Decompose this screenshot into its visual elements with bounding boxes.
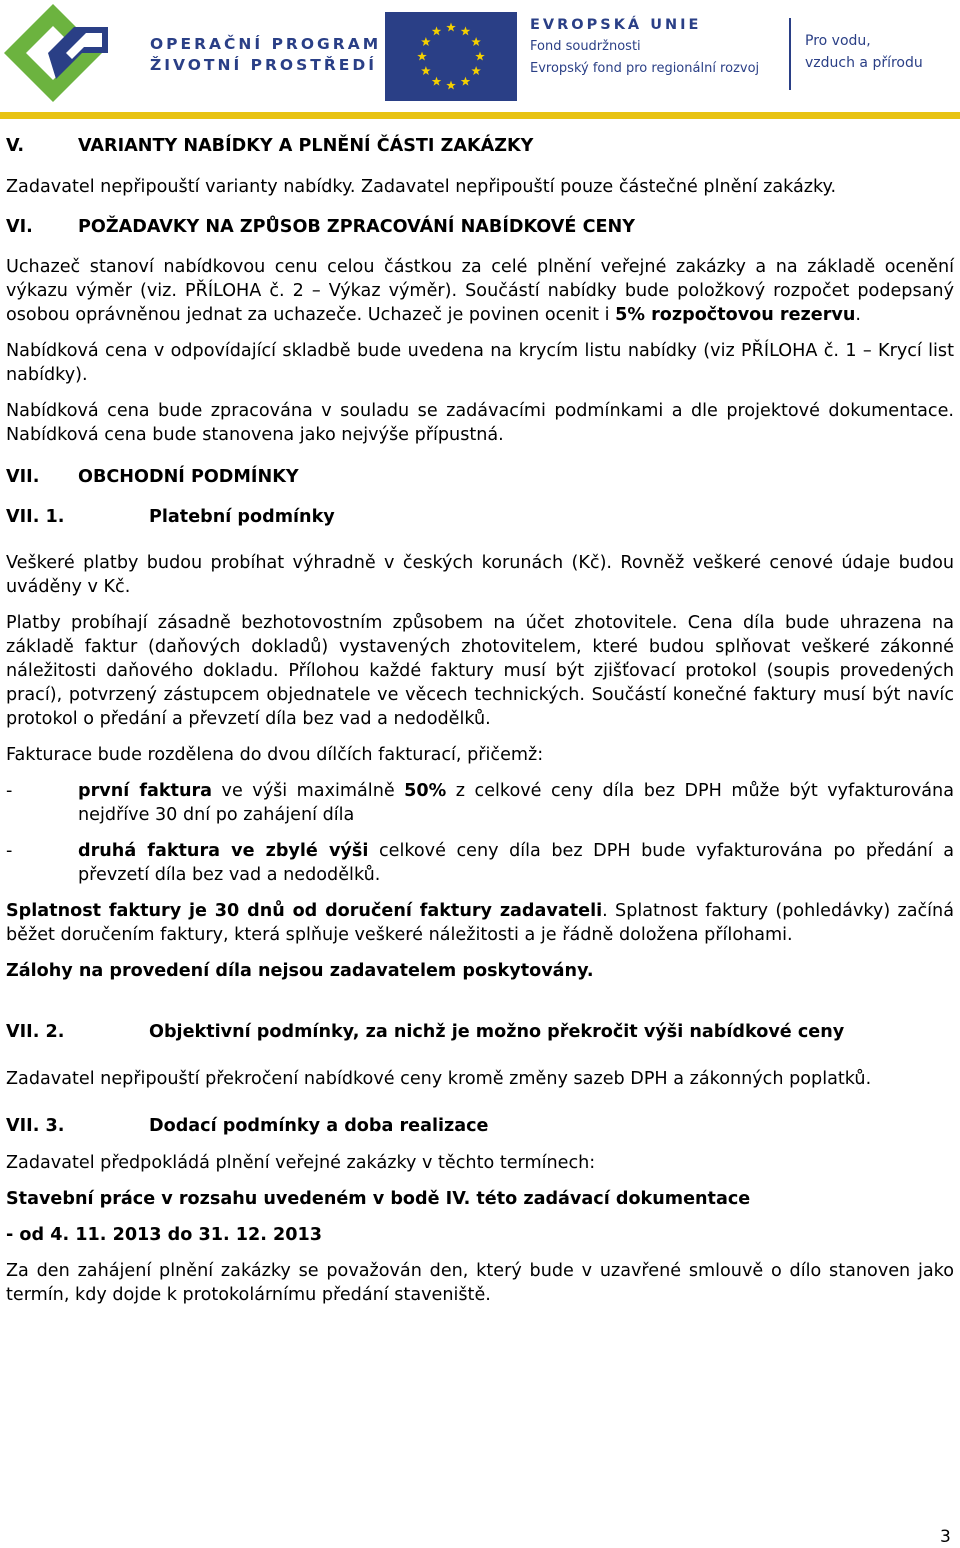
section-number: VII. [6, 467, 40, 487]
paragraph [6, 255, 954, 327]
paragraph: Zadavatel nepřipouští překročení nabídkové ceny kromě změny sazeb DPH a zákonných poplatků. [6, 1069, 872, 1089]
list-text [78, 779, 954, 827]
subsection-title: Objektivní podmínky, za nichž je možno překročit výši nabídkové ceny [149, 1022, 845, 1042]
section-number: V. [6, 136, 25, 156]
paragraph: Zadavatel nepřipouští varianty nabídky. Zadavatel nepřipouští pouze částečné plnění zakázky. [6, 177, 837, 197]
motto-line2: vzduch a přírodu [805, 55, 923, 71]
text-run-bold: druhá faktura ve zbylé výši [78, 841, 369, 861]
list-item [6, 779, 954, 827]
section-heading [6, 134, 954, 158]
list-text [78, 839, 954, 887]
section-heading [6, 215, 954, 239]
subsection-title: Platební podmínky [149, 507, 335, 527]
text-run: Součástí nabídky bude položkový rozpočet podepsaný osobou oprávněnou jednat za uchazeče. Uchazeč je povinen ocenit i [6, 281, 954, 325]
section-title: VARIANTY NABÍDKY A PLNĚNÍ ČÁSTI ZAKÁZKY [78, 136, 534, 156]
paragraph: Veškeré platby budou probíhat výhradně v českých korunách (Kč). Rovněž veškeré cenové údaje budou uváděny v Kč. [6, 553, 954, 597]
header-bar [0, 112, 960, 119]
paragraph: Nabídková cena bude zpracována v souladu se zadávacími podmínkami a dle projektové dokumentace. Nabídková cena bude stanovena jako nejvýše přípustná. [6, 401, 954, 445]
paragraph: - od 4. 11. 2013 do 31. 12. 2013 [6, 1225, 323, 1245]
document-body [6, 127, 954, 1307]
paragraph: Nabídková cena v odpovídající skladbě bude uvedena na krycím listu nabídky (viz PŘÍLOHA č. 1 – Krycí list nabídky). [6, 341, 954, 385]
eu-fund-2: Evropský fond pro regionální rozvoj [530, 61, 760, 76]
op-zp-logo-icon [4, 4, 128, 102]
paragraph: Zálohy na provedení díla nejsou zadavatelem poskytovány. [6, 961, 594, 981]
paragraph: Fakturace bude rozdělena do dvou dílčích fakturací, přičemž: [6, 745, 544, 765]
paragraph: Za den zahájení plnění zakázky se považován den, který bude v uzavřené smlouvě o dílo stanoven jako termín, kdy dojde k protokolárnímu předání staveniště. [6, 1261, 954, 1305]
paragraph: Stavební práce v rozsahu uvedeném v bodě IV. této zadávací dokumentace [6, 1189, 751, 1209]
text-run: . [855, 305, 861, 325]
subsection-number: VII. 2. [6, 1022, 65, 1042]
text-run: Uchazeč stanoví nabídkovou cenu celou částkou za celé plnění veřejné zakázky a na základě ocenění výkazu výměr (viz. PŘÍLOHA č. 2 – Výkaz výměr). [6, 257, 954, 301]
text-run-bold: první faktura [78, 781, 213, 801]
op-title [150, 34, 381, 76]
op-line2: ŽIVOTNÍ PROSTŘEDÍ [150, 56, 377, 74]
paragraph: Platby probíhají zásadně bezhotovostním způsobem na účet zhotovitele. Cena díla bude uhrazena na základě faktur (daňových dokladů) vystavených zhotovitelem, které budou splňovat veškeré zákonné náležitosti daňového dokladu. Přílohou každé faktury musí být zjišťovací protokol (soupis provedených prací), potvrzený zástupcem objednatele ve věcech technických. Součástí konečné faktury musí být navíc protokol o předání a převzetí díla bez vad a nedodělků. [6, 613, 954, 729]
text-run: ve výši maximálně [212, 781, 405, 801]
section-number: VI. [6, 217, 33, 237]
text-run: celkové ceny díla bez DPH bude vyfakturována po předání a převzetí díla bez vad a nedodělků. [78, 841, 955, 885]
section-title: OBCHODNÍ PODMÍNKY [78, 467, 299, 487]
subsection-number: VII. 3. [6, 1116, 65, 1136]
text-run-bold: Splatnost faktury je 30 dnů od doručení faktury zadavateli [6, 901, 603, 921]
subsection-number: VII. 1. [6, 507, 65, 527]
subsection-title: Dodací podmínky a doba realizace [149, 1116, 489, 1136]
eu-flag-icon [385, 12, 517, 101]
list-item [6, 839, 954, 887]
list-dash: - [6, 841, 13, 861]
list-dash: - [6, 781, 13, 801]
section-heading [6, 465, 954, 489]
eu-text-block [530, 14, 759, 80]
text-run: z celkové ceny díla bez DPH může být vyfakturována nejdříve 30 dní po zahájení díla [78, 781, 954, 825]
motto [805, 30, 923, 74]
text-run-bold: 5% rozpočtovou rezervu [615, 305, 856, 325]
page-header [0, 0, 960, 112]
text-run: . Splatnost faktury (pohledávky) začíná běžet doručením faktury, která splňuje veškeré náležitosti a je řádně doložena přílohami. [6, 901, 954, 945]
subsection-heading [6, 505, 954, 529]
subsection-heading [6, 1114, 954, 1138]
text-run-bold: 50% [404, 781, 447, 801]
eu-fund-1: Fond soudržnosti [530, 39, 641, 54]
section-title: POŽADAVKY NA ZPŮSOB ZPRACOVÁNÍ NABÍDKOVÉ CENY [78, 217, 635, 237]
motto-line1: Pro vodu, [805, 33, 871, 49]
op-line1: OPERAČNÍ PROGRAM [150, 35, 382, 53]
header-divider [789, 18, 791, 90]
eu-title: EVROPSKÁ UNIE [530, 17, 702, 33]
paragraph [6, 899, 954, 947]
page-number: 3 [940, 1527, 951, 1547]
subsection-heading [6, 1020, 954, 1044]
paragraph: Zadavatel předpokládá plnění veřejné zakázky v těchto termínech: [6, 1153, 596, 1173]
